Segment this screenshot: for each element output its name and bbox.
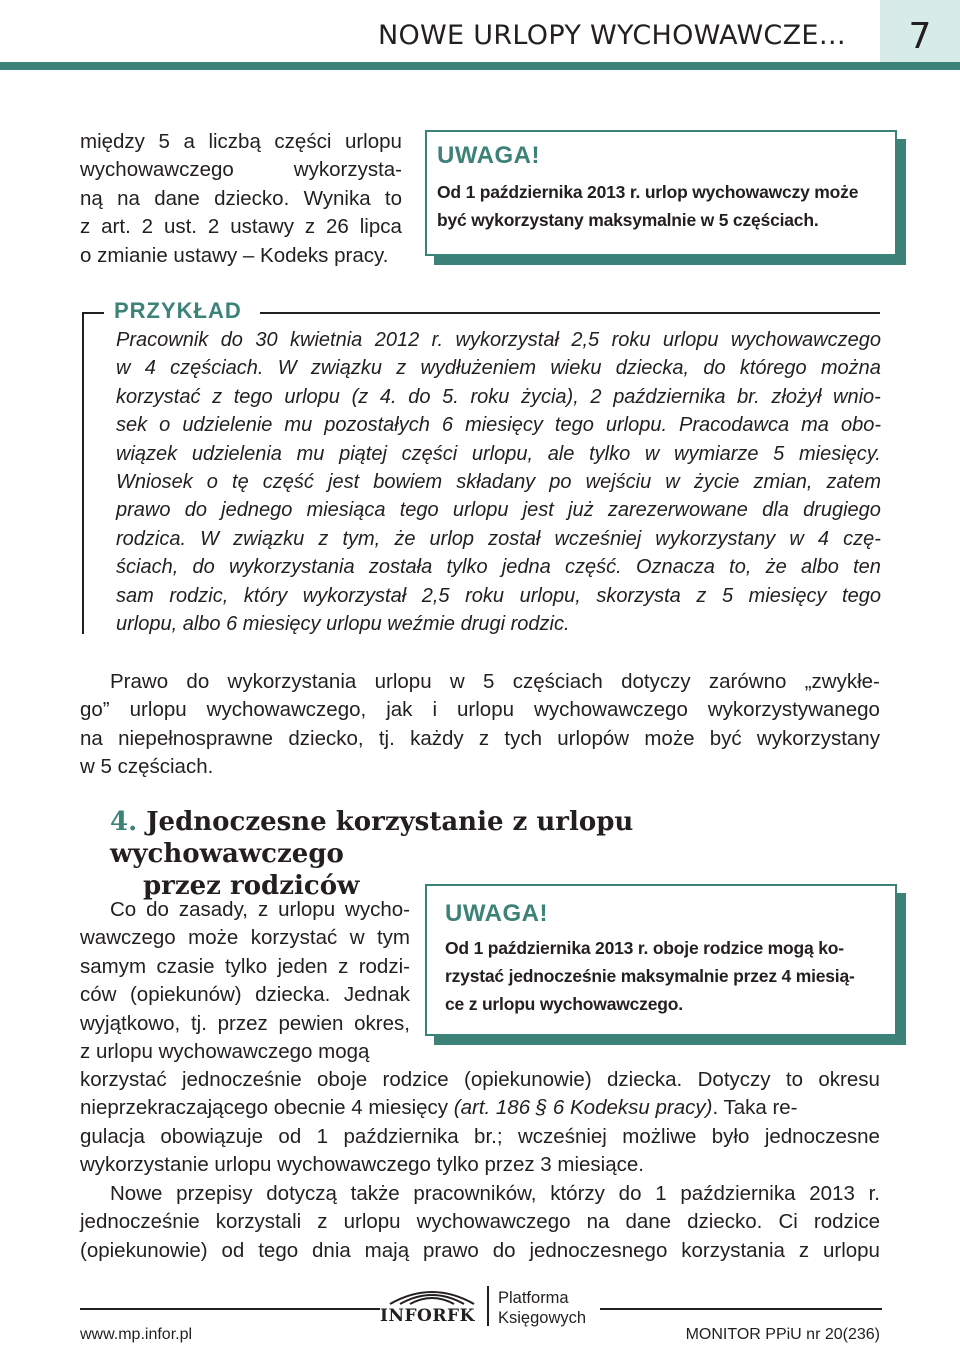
example-frame-top xyxy=(260,312,880,314)
paragraph-2-wide xyxy=(80,1066,880,1180)
text-line: wychowawczego wykorzysta- xyxy=(80,158,402,182)
text-line: wawczego może korzystać w tym xyxy=(80,926,410,950)
text-line: o zmianie ustawy – Kodeks pracy. xyxy=(80,243,389,267)
logo-text: INFORFK xyxy=(380,1306,475,1326)
paragraph-3 xyxy=(80,1180,880,1265)
text-line: ną na dane dziecko. Wynika to xyxy=(80,186,402,210)
header-title: NOWE URLOPY WYCHOWAWCZE… xyxy=(378,20,847,51)
example-line: korzystać z tego urlopu (z 4. do 5. roku życia), 2 października br. złożył wnio- xyxy=(116,385,881,408)
paragraph-2-narrow xyxy=(80,896,410,1066)
warning-box-1 xyxy=(425,130,897,256)
logo-tagline-line: Księgowych xyxy=(498,1309,587,1327)
example-line: sek o udzielenie mu pozostałych 6 miesięcy tego urlopu. Pracodawca ma obo- xyxy=(116,414,881,437)
text-line: z art. 2 ust. 2 ustawy z 26 lipca xyxy=(80,215,402,239)
example-line: Wniosek o tę część jest bowiem składany po wejściu w życie zmian, zatem xyxy=(116,470,881,493)
warning-title: UWAGA! xyxy=(445,900,548,927)
header-rule xyxy=(0,62,960,70)
text-line: między 5 a liczbą części urlopu xyxy=(80,130,402,153)
footer-issue: MONITOR PPiU nr 20(236) xyxy=(685,1326,880,1343)
text-line: samym czasie tylko jeden z rodzi- xyxy=(80,954,410,978)
text-line: w 5 częściach. xyxy=(80,755,214,779)
warning-line: Od 1 października 2013 r. urlop wychowawczy może xyxy=(437,182,859,202)
example-line: ściach, do wykorzystania została tylko jedna część. Oznacza to, że albo ten xyxy=(116,556,881,579)
legal-citation: (art. 186 § 6 Kodeksu pracy) xyxy=(453,1096,713,1120)
warning-line: rzystać jednocześnie maksymalnie przez 4 miesią- xyxy=(445,966,855,986)
text-line: go” urlopu wychowawczego, jak i urlopu wychowawczego wykorzystywanego xyxy=(80,698,880,722)
paragraph-1 xyxy=(80,668,880,782)
text-line: Prawo do wykorzystania urlopu w 5 częściach dotyczy zarówno „zwykłe- xyxy=(110,670,880,693)
warning-line: ce z urlopu wychowawczego. xyxy=(445,994,683,1014)
example-line: sam rodzic, który wykorzystał 2,5 roku urlopu, skorzysta z 5 miesięcy tego xyxy=(116,584,881,607)
intro-text xyxy=(80,128,402,270)
logo-separator xyxy=(487,1286,489,1326)
warning-text xyxy=(445,934,855,1018)
example-line: prawo do jednego miesiąca tego urlopu jest już zarezerwowane dla drugiego xyxy=(116,499,881,522)
example-frame-top-left xyxy=(82,312,104,314)
example-frame-left xyxy=(82,312,84,634)
section-title-line1: Jednoczesne korzystanie z urlopu wychowawczego xyxy=(110,807,634,869)
example-text xyxy=(116,326,881,638)
footer-rule-left xyxy=(80,1308,380,1310)
example-line: rodzica. W związku z tym, że urlop został wcześniej wykorzystany w 4 czę- xyxy=(116,527,881,550)
text-line: Co do zasady, z urlopu wycho- xyxy=(110,898,410,921)
text-line: jednocześnie korzystali z urlopu wychowawczego na dane dziecko. Ci rodzice xyxy=(80,1210,880,1234)
text-line: (opiekunowie) od tego dnia mają prawo do jednoczesnego korzystania z urlopu xyxy=(80,1238,880,1262)
text-line: z urlopu wychowawczego mogą xyxy=(80,1039,370,1063)
warning-box-2 xyxy=(425,884,897,1036)
text-line: Nowe przepisy dotyczą także pracowników, którzy do 1 października 2013 r. xyxy=(110,1182,880,1205)
footer-rule-right xyxy=(600,1308,882,1310)
text-segment: . Taka re- xyxy=(712,1096,798,1120)
text-line xyxy=(80,1094,880,1122)
example-line: Pracownik do 30 kwietnia 2012 r. wykorzystał 2,5 roku urlopu wychowawczego xyxy=(116,329,881,351)
warning-line: Od 1 października 2013 r. oboje rodzice mogą ko- xyxy=(445,938,844,958)
section-number: 4. xyxy=(110,807,138,837)
logo-icon xyxy=(382,1286,482,1306)
page-number: 7 xyxy=(908,16,932,57)
section-title-line2: przez rodziców xyxy=(143,871,360,901)
example-line: w 4 częściach. W związku z wydłużeniem wieku dziecka, do którego można xyxy=(116,357,881,380)
text-line: ców (opiekunów) dziecka. Jednak xyxy=(80,983,410,1007)
example-title: PRZYKŁAD xyxy=(114,298,242,323)
example-line: wiązek udzielenia mu piątej części urlopu, ale tylko w wymiarze 5 miesięcy. xyxy=(116,442,881,465)
text-line: wyjątkowo, tj. przez pewien okres, xyxy=(80,1011,410,1035)
warning-text xyxy=(437,178,858,234)
warning-title: UWAGA! xyxy=(437,142,540,169)
example-line: urlopu, albo 6 miesięcy urlopu weźmie drugi rodzic. xyxy=(116,612,570,635)
warning-line: być wykorzystany maksymalnie w 5 częściach. xyxy=(437,210,819,230)
footer-logo xyxy=(380,1284,600,1330)
text-line: gulacja obowiązuje od 1 października br.; wcześniej możliwe było jednoczesne xyxy=(80,1124,880,1148)
text-line: wykorzystanie urlopu wychowawczego tylko przez 3 miesiące. xyxy=(80,1153,644,1177)
footer-website: www.mp.infor.pl xyxy=(80,1326,193,1343)
text-line: korzystać jednocześnie oboje rodzice (opiekunowie) dziecka. Dotyczy to okresu xyxy=(80,1068,880,1091)
logo-tagline-line: Platforma xyxy=(498,1289,569,1307)
logo-tagline xyxy=(498,1288,586,1328)
text-line: na niepełnosprawne dziecko, tj. każdy z tych urlopów może być wykorzystany xyxy=(80,726,880,750)
text-segment: nieprzekraczającego obecnie 4 miesięcy xyxy=(80,1096,454,1120)
page-number-tab xyxy=(880,0,960,62)
